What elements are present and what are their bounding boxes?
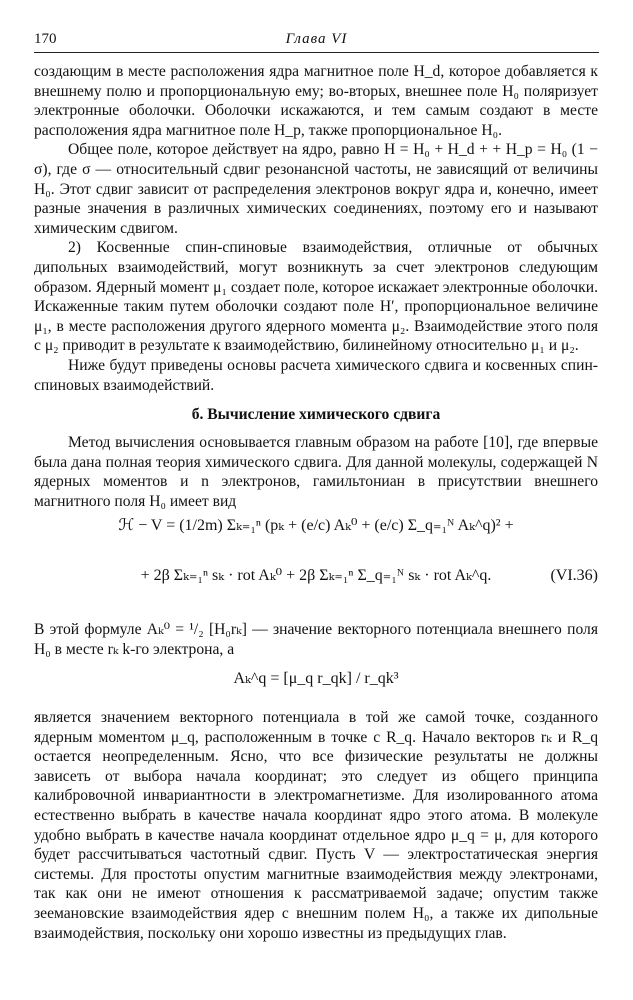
paragraph-bottom (34, 708, 598, 943)
paragraph-2: Общее поле, которое действует на ядро, равно H = H₀ + H_d + + H_p = H₀ (1 − σ), где σ — относительный сдвиг резонансной частоты, не зависящий от величины H₀. Этот сдвиг зависит от распределения электронов вокруг ядра и, конечно, имеет разные значения в различных химических соединениях, поэтому его и называют химическим сдвигом. (34, 141, 598, 237)
paragraph-formula-intro (34, 620, 598, 659)
paragraph-bottom-text: является значением векторного потенциала в той же самой точке, созданного ядерным моментом μ_q, расположенным в точке с R_q. Начало векторов rₖ и R_q остается неопределенным. Ясно, что все физические результаты не должны зависеть от выбора начала координат; это следует из общего принципа калибровочной инвариантности в электромагнетизме. Для изолированного атома естественно выбрать в качестве начала координат ядро этого атома. В молекуле удобно выбрать в качестве начала координат отдельное ядро μ_q = μ, для которого будет рассчитываться частотный сдвиг. Пусть V — электростатическая энергия системы. Для простоты опустим магнитные взаимодействия между электронами, так как они не имеют отношения к рассматриваемой задаче; опустим также зеемановские взаимодействия ядер с внешним полем H₀, а также их дипольные взаимодействия, поскольку они хорошо известны из предыдущих глав. (34, 709, 598, 942)
body-text-top (34, 62, 598, 395)
equation-line-2-text: + 2β Σₖ₌₁ⁿ sₖ · rot Aₖ⁰ + 2β Σₖ₌₁ⁿ Σ_q₌₁ᴺ sₖ · rot Aₖ^q. (140, 567, 492, 584)
equation-main (34, 515, 598, 587)
paragraph-method-text: Метод вычисления основывается главным образом на работе [10], где впервые была дана полная теория химического сдвига. Для данной молекулы, содержащей N ядерных моментов и n электронов, гамильтониан в присутствии внешнего магнитного поля H₀ имеет вид (34, 434, 598, 510)
equation-line-1: ℋ − V = (1/2m) Σₖ₌₁ⁿ (pₖ + (e/c) Aₖ⁰ + (e/c) Σ_q₌₁ᴺ Aₖ^q)² + (118, 517, 514, 534)
equation-line-2 (34, 565, 598, 587)
section-title: б. Вычисление химического сдвига (191, 406, 441, 423)
paragraph-method (34, 433, 598, 511)
header-rule (34, 52, 599, 53)
page-number: 170 (34, 31, 57, 47)
paragraph-3: 2) Косвенные спин-спиновые взаимодействия, отличные от обычных дипольных взаимодействий, могут возникнуть за счет электронов следующим образом. Ядерный момент μ₁ создает поле, которое искажает электронные оболочки. Искаженные таким путем оболочки создают поле H′, пропорциональное величине μ₁, в месте расположения другого ядерного момента μ₂. Взаимодействие этого поля с μ₂ приводит в результате к взаимодействию, билинейному относительно μ₁ и μ₂. (34, 239, 598, 355)
paragraph-1: создающим в месте расположения ядра магнитное поле H_d, которое добавляется к внешнему полю и пропорциональную ему; во-вторых, внешнее поле H₀ поляризует электронные оболочки. Оболочки искажаются, и тем самым создают в месте расположения ядра магнитное поле H_p, также пропорциональное H₀. (34, 63, 598, 139)
equation-tag: (VI.36) (550, 567, 598, 584)
paragraph-4: Ниже будут приведены основы расчета химического сдвига и косвенных спин-спиновых взаимодействий. (34, 356, 598, 394)
chapter-title: Глава VI (285, 31, 348, 47)
equation-aq: Aₖ^q = [μ_q r_qk] / r_qk³ (233, 670, 399, 687)
paragraph-formula-intro-text: В этой формуле Aₖ⁰ = ¹/₂ [H₀rₖ] — значение векторного потенциала внешнего поля H₀ в месте rₖ k-го электрона, а (34, 621, 598, 658)
